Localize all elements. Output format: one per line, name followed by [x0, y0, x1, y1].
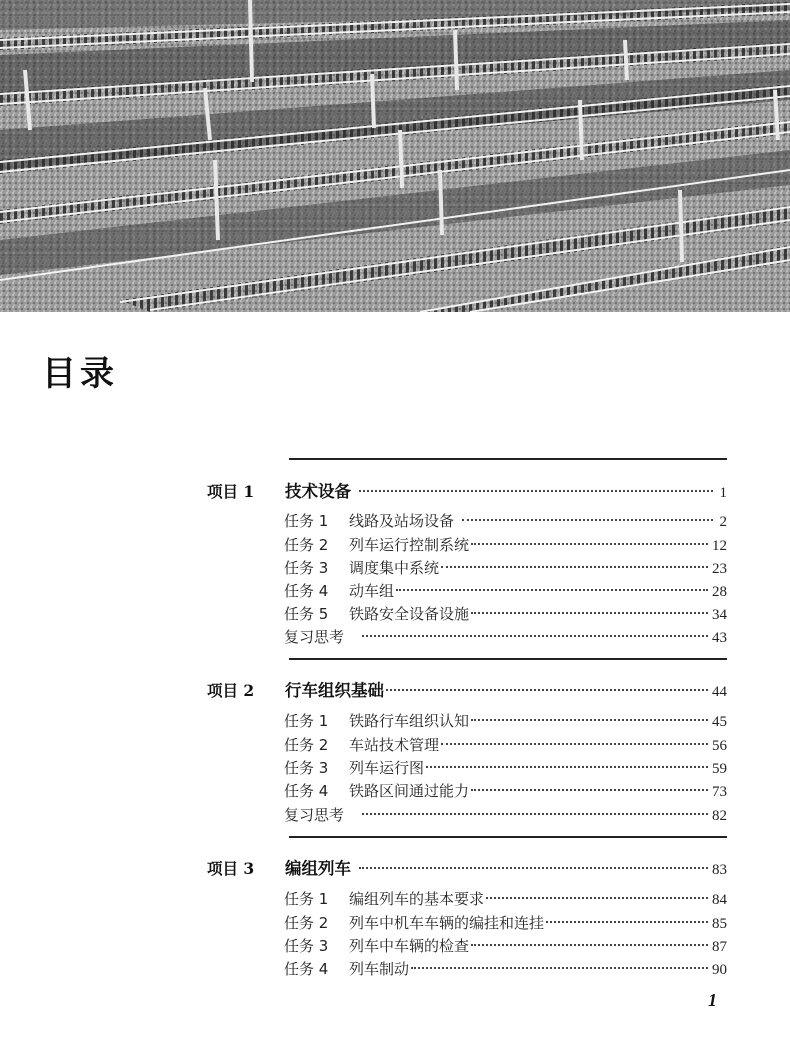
dot-leader	[359, 867, 708, 869]
toc-task-row[interactable]	[284, 510, 727, 531]
task-number: 任务 1	[284, 512, 329, 530]
task-title: 编组列车的基本要求	[349, 890, 485, 908]
toc-task-row[interactable]	[284, 757, 727, 778]
task-title: 列车运行图	[349, 759, 425, 777]
page-number: 83	[712, 862, 727, 878]
task-title: 列车中机车车辆的编挂和连挂	[349, 914, 545, 932]
toc-task-row[interactable]	[284, 734, 727, 755]
page-folio: 1	[708, 990, 717, 1010]
dot-leader	[426, 766, 708, 768]
dot-leader	[411, 967, 708, 969]
task-title: 线路及站场设备	[349, 512, 455, 530]
page-number: 73	[712, 784, 727, 800]
task-number: 任务 2	[284, 736, 329, 754]
dot-leader	[546, 921, 708, 923]
dot-leader	[471, 719, 708, 721]
toc-project-row[interactable]	[207, 677, 727, 701]
project-number: 项目 1	[207, 482, 255, 501]
toc-task-row[interactable]	[284, 534, 727, 555]
task-title: 列车中车辆的检查	[349, 937, 470, 955]
task-title: 车站技术管理	[349, 736, 440, 754]
review-title: 复习思考	[284, 628, 345, 646]
page-number: 84	[712, 892, 727, 908]
dot-leader	[471, 612, 708, 614]
task-number: 任务 4	[284, 782, 329, 800]
page-number: 56	[712, 738, 727, 754]
page-number: 44	[712, 684, 727, 700]
task-number: 任务 1	[284, 712, 329, 730]
toc-project-row[interactable]	[207, 855, 727, 879]
dot-leader	[441, 566, 708, 568]
task-title: 铁路安全设备设施	[349, 605, 470, 623]
section-divider	[289, 458, 727, 460]
task-number: 任务 1	[284, 890, 329, 908]
toc-task-row[interactable]	[284, 958, 727, 979]
page-number: 12	[712, 538, 727, 554]
project-number: 项目 2	[207, 681, 255, 700]
page-number: 45	[712, 714, 727, 730]
toc-task-row[interactable]	[284, 710, 727, 731]
dot-leader	[362, 635, 708, 637]
task-title: 调度集中系统	[349, 559, 440, 577]
task-number: 任务 3	[284, 759, 329, 777]
dot-leader	[396, 589, 708, 591]
dot-leader	[362, 813, 708, 815]
dot-leader	[471, 789, 708, 791]
page-number: 1	[719, 485, 727, 501]
page-number: 28	[712, 584, 727, 600]
toc-task-row[interactable]	[284, 935, 727, 956]
page-number: 90	[712, 962, 727, 978]
section-divider	[289, 836, 727, 838]
section-divider	[289, 658, 727, 660]
toc-task-row[interactable]	[284, 912, 727, 933]
project-title: 技术设备	[285, 482, 351, 501]
toc-review-row[interactable]	[284, 804, 727, 825]
toc-review-row[interactable]	[284, 626, 727, 647]
page-title: 目录	[42, 354, 118, 394]
toc-project-row[interactable]	[207, 478, 727, 502]
task-number: 任务 2	[284, 536, 329, 554]
toc-task-row[interactable]	[284, 603, 727, 624]
page-number: 23	[712, 561, 727, 577]
task-number: 任务 5	[284, 605, 329, 623]
review-title: 复习思考	[284, 806, 345, 824]
task-number: 任务 3	[284, 559, 329, 577]
project-title: 行车组织基础	[285, 681, 384, 700]
toc-task-row[interactable]	[284, 557, 727, 578]
project-title: 编组列车	[285, 859, 351, 878]
task-number: 任务 4	[284, 582, 329, 600]
dot-leader	[471, 944, 708, 946]
toc-task-row[interactable]	[284, 780, 727, 801]
task-title: 铁路区间通过能力	[349, 782, 470, 800]
page-number: 59	[712, 761, 727, 777]
task-title: 动车组	[349, 582, 395, 600]
task-number: 任务 4	[284, 960, 329, 978]
dot-leader	[386, 689, 708, 691]
project-number: 项目 3	[207, 859, 255, 878]
dot-leader	[471, 543, 708, 545]
page-number: 85	[712, 916, 727, 932]
page-number: 2	[719, 514, 727, 530]
header-photo-railway-yard	[0, 0, 790, 312]
dot-leader	[441, 743, 708, 745]
dot-leader	[359, 490, 713, 492]
task-title: 铁路行车组织认知	[349, 712, 470, 730]
toc-task-row[interactable]	[284, 580, 727, 601]
dot-leader	[486, 897, 708, 899]
toc-task-row[interactable]	[284, 888, 727, 909]
page-number: 82	[712, 808, 727, 824]
task-title: 列车制动	[349, 960, 410, 978]
task-number: 任务 3	[284, 937, 329, 955]
page-number: 43	[712, 630, 727, 646]
task-title: 列车运行控制系统	[349, 536, 470, 554]
page-number: 34	[712, 607, 727, 623]
page-number: 87	[712, 939, 727, 955]
dot-leader	[462, 519, 713, 521]
task-number: 任务 2	[284, 914, 329, 932]
